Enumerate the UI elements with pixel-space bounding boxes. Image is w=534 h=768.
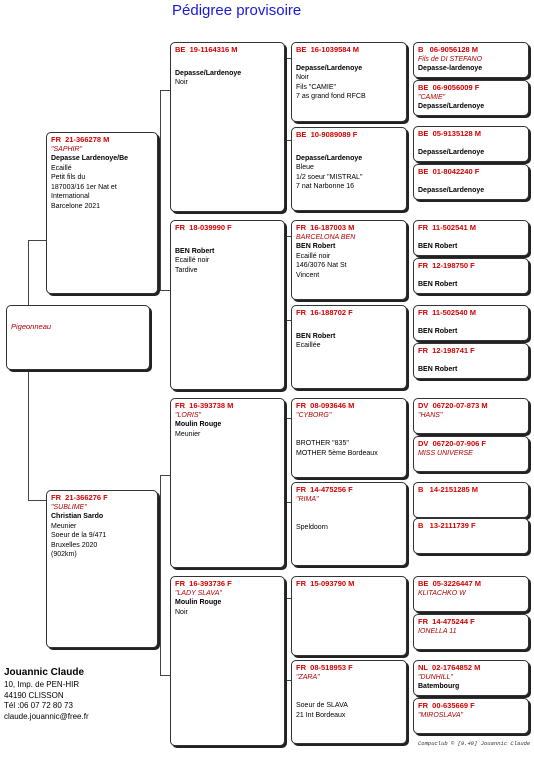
ring-number: FR 15-093790 M — [296, 579, 355, 588]
bird-name: "RIMA" — [296, 495, 319, 503]
owner: Depasse/Lardenoye — [296, 154, 363, 162]
gg-box-15[interactable] — [413, 660, 529, 696]
page-title: Pédigree provisoire — [172, 2, 302, 19]
note: Barcelone 2021 — [51, 202, 101, 210]
ring-number: BE 06-9056009 F — [418, 83, 480, 92]
ring-number: FR 16-188702 F — [296, 308, 353, 317]
gg-box-3[interactable] — [413, 126, 529, 162]
gg-box-6[interactable] — [413, 258, 529, 294]
note: Tardive — [175, 266, 198, 274]
note: Ecaillé noir — [175, 257, 210, 264]
note: Petit fils du — [51, 174, 86, 181]
owner: Depasse/Lardenoye — [175, 69, 242, 77]
owner: Depasse/Lardenoye — [296, 64, 363, 72]
breeder-city: 44190 CLISSON — [4, 690, 64, 700]
note: 21 Int Bordeaux — [296, 711, 346, 719]
ring-number: FR 08-093646 M — [296, 401, 355, 410]
gg-box-14[interactable] — [413, 614, 529, 650]
gg-box-16[interactable] — [413, 698, 529, 734]
note: (902km) — [51, 551, 77, 558]
ring-number: BE 16-1039584 M — [296, 45, 359, 54]
ring-number: FR 11-502540 M — [418, 308, 476, 317]
note: Ecaillée — [296, 342, 321, 349]
bird-name: "SAPHIR" — [51, 145, 83, 153]
owner: Christian Sardo — [51, 513, 104, 520]
ring-number: B 14-2151285 M — [418, 485, 479, 494]
gg-box-12[interactable] — [413, 518, 529, 554]
gg-box-1[interactable] — [413, 42, 529, 78]
note: Meunier — [175, 430, 201, 438]
note: International — [51, 193, 90, 200]
ring-number: FR 16-393736 F — [175, 579, 232, 588]
bird-name: KLITACHKO W — [418, 589, 466, 597]
ring-number: B 06-9056128 M — [418, 45, 479, 54]
gg-box-2[interactable] — [413, 80, 529, 116]
owner: BEN Robert — [296, 243, 336, 250]
sd-dam-box[interactable] — [291, 305, 407, 389]
bird-name: "CAMIE" — [418, 93, 446, 101]
ring-number: FR 08-518953 F — [296, 663, 353, 672]
breeder-name: Jouannic Claude — [4, 667, 85, 678]
bird-name: "SUBLIME" — [51, 503, 87, 511]
ss-dam-box[interactable] — [291, 127, 407, 211]
owner: Depasse/Lardenoye — [418, 103, 485, 110]
note: MOTHER 5ème Bordeaux — [296, 449, 378, 457]
sire-dam-box[interactable] — [170, 220, 285, 390]
ring-number: FR 11-502541 M — [418, 223, 476, 232]
subject-box[interactable] — [6, 305, 150, 370]
bird-name: Fils de DI STEFANO — [418, 55, 483, 63]
ring-number: FR 16-187003 M — [296, 223, 355, 232]
owner: Moulin Rouge — [175, 599, 222, 606]
bird-name: IONELLA 11 — [418, 627, 457, 635]
sd-sire-box[interactable] — [291, 220, 407, 300]
ring-number: BE 10-9089089 F — [296, 130, 358, 139]
note: Noir — [296, 74, 309, 81]
note: Fils "CAMIE" — [296, 83, 336, 91]
note: Soeur de SLAVA — [296, 702, 348, 709]
gg-box-8[interactable] — [413, 343, 529, 379]
note: 187003/16 1er Nat et — [51, 183, 117, 191]
note: Noir — [175, 608, 188, 616]
note: Noir — [175, 79, 188, 86]
ring-number: FR 16-393738 M — [175, 401, 234, 410]
gg-box-13[interactable] — [413, 576, 529, 612]
ring-number: FR 12-198750 F — [418, 261, 475, 270]
note: Soeur de la 9/471 — [51, 532, 107, 539]
ring-number: FR 18-039990 F — [175, 223, 232, 232]
note: 7 as grand fond RFCB — [296, 93, 366, 100]
gg-box-5[interactable] — [413, 220, 529, 256]
dam-box[interactable] — [46, 490, 158, 648]
note: 7 nat Narbonne 16 — [296, 183, 354, 190]
ring-number: BE 05-3226447 M — [418, 579, 481, 588]
note: 146/3076 Nat St — [296, 262, 347, 269]
footer-credit: Compuclub © [9.40] Jouannic Claude — [418, 740, 531, 747]
sire-sire-box[interactable] — [170, 42, 285, 212]
bird-name: "DUNHILL" — [418, 673, 453, 681]
ring-number: FR 12-198741 F — [418, 346, 475, 355]
bird-name: MISS UNIVERSE — [418, 449, 473, 457]
subject-name: Pigeonneau — [11, 322, 52, 331]
owner: BEN Robert — [296, 332, 336, 340]
bird-name: "HANS" — [418, 411, 443, 419]
owner: BEN Robert — [418, 327, 458, 335]
breeder-email[interactable]: claude.jouannic@free.fr — [4, 711, 89, 721]
note: Bleue — [296, 164, 314, 171]
note: Meunier — [51, 522, 77, 530]
note: Ecaillé noir — [296, 252, 331, 260]
owner: BEN Robert — [175, 247, 215, 255]
owner: Depasse/Lardenoye — [418, 148, 485, 156]
owner: Depasse/Lardenoye — [418, 186, 485, 194]
sire-box[interactable] — [46, 132, 158, 294]
note: BROTHER "835" — [296, 440, 349, 447]
note: Ecaillé — [51, 164, 72, 172]
ring-number: BE 01-8042240 F — [418, 167, 480, 176]
dam-sire-box[interactable] — [170, 398, 285, 568]
ring-number: BE 19-1164316 M — [175, 45, 238, 54]
ss-sire-box[interactable] — [291, 42, 407, 122]
ring-number: FR 21-366278 M — [51, 135, 110, 144]
gg-box-4[interactable] — [413, 164, 529, 200]
gg-box-11[interactable] — [413, 482, 529, 518]
owner: Depasse-lardenoye — [418, 65, 483, 72]
bird-name: "ZARA" — [296, 673, 320, 681]
owner: BEN Robert — [418, 280, 458, 288]
ring-number: NL 02-1764852 M — [418, 663, 481, 672]
ds-dam-box[interactable] — [291, 482, 407, 566]
note: Speldoorn — [296, 524, 328, 531]
owner: BEN Robert — [418, 365, 458, 373]
owner: Depasse Lardenoye/Be — [51, 155, 129, 162]
dd-dam-box[interactable] — [291, 660, 407, 744]
owner: Moulin Rouge — [175, 421, 222, 428]
breeder-info — [4, 666, 89, 722]
gg-box-9[interactable] — [413, 398, 529, 434]
note: 1/2 soeur "MISTRAL" — [296, 173, 363, 181]
ring-number: FR 00-635669 F — [418, 701, 475, 710]
ring-number: DV 06720-07-873 M — [418, 401, 488, 410]
ring-number: FR 14-475256 F — [296, 485, 353, 494]
ring-number: B 13-2111739 F — [418, 521, 476, 530]
bird-name: BARCELONA BEN — [296, 233, 356, 241]
breeder-address: 10, Imp. de PEN-HIR — [4, 680, 80, 689]
breeder-phone: Tél :06 07 72 80 73 — [4, 701, 73, 710]
dd-sire-box[interactable] — [291, 576, 407, 656]
owner: BEN Robert — [418, 242, 458, 250]
ring-number: BE 05-9135128 M — [418, 129, 481, 138]
note: Vincent — [296, 271, 320, 279]
ring-number: FR 14-475244 F — [418, 617, 475, 626]
ring-number: FR 21-366276 F — [51, 493, 108, 502]
gg-box-7[interactable] — [413, 305, 529, 341]
ring-number: DV 06720-07-906 F — [418, 439, 486, 448]
ds-sire-box[interactable] — [291, 398, 407, 478]
bird-name: "CYBORG" — [296, 411, 332, 419]
dam-dam-box[interactable] — [170, 576, 285, 746]
bird-name: "LADY SLAVA" — [175, 589, 222, 597]
bird-name: "LORIS" — [175, 411, 201, 419]
gg-box-10[interactable] — [413, 436, 529, 472]
owner: Batembourg — [418, 683, 460, 690]
bird-name: "MIROSLAVA" — [418, 711, 464, 719]
note: Bruxelles 2020 — [51, 541, 98, 549]
